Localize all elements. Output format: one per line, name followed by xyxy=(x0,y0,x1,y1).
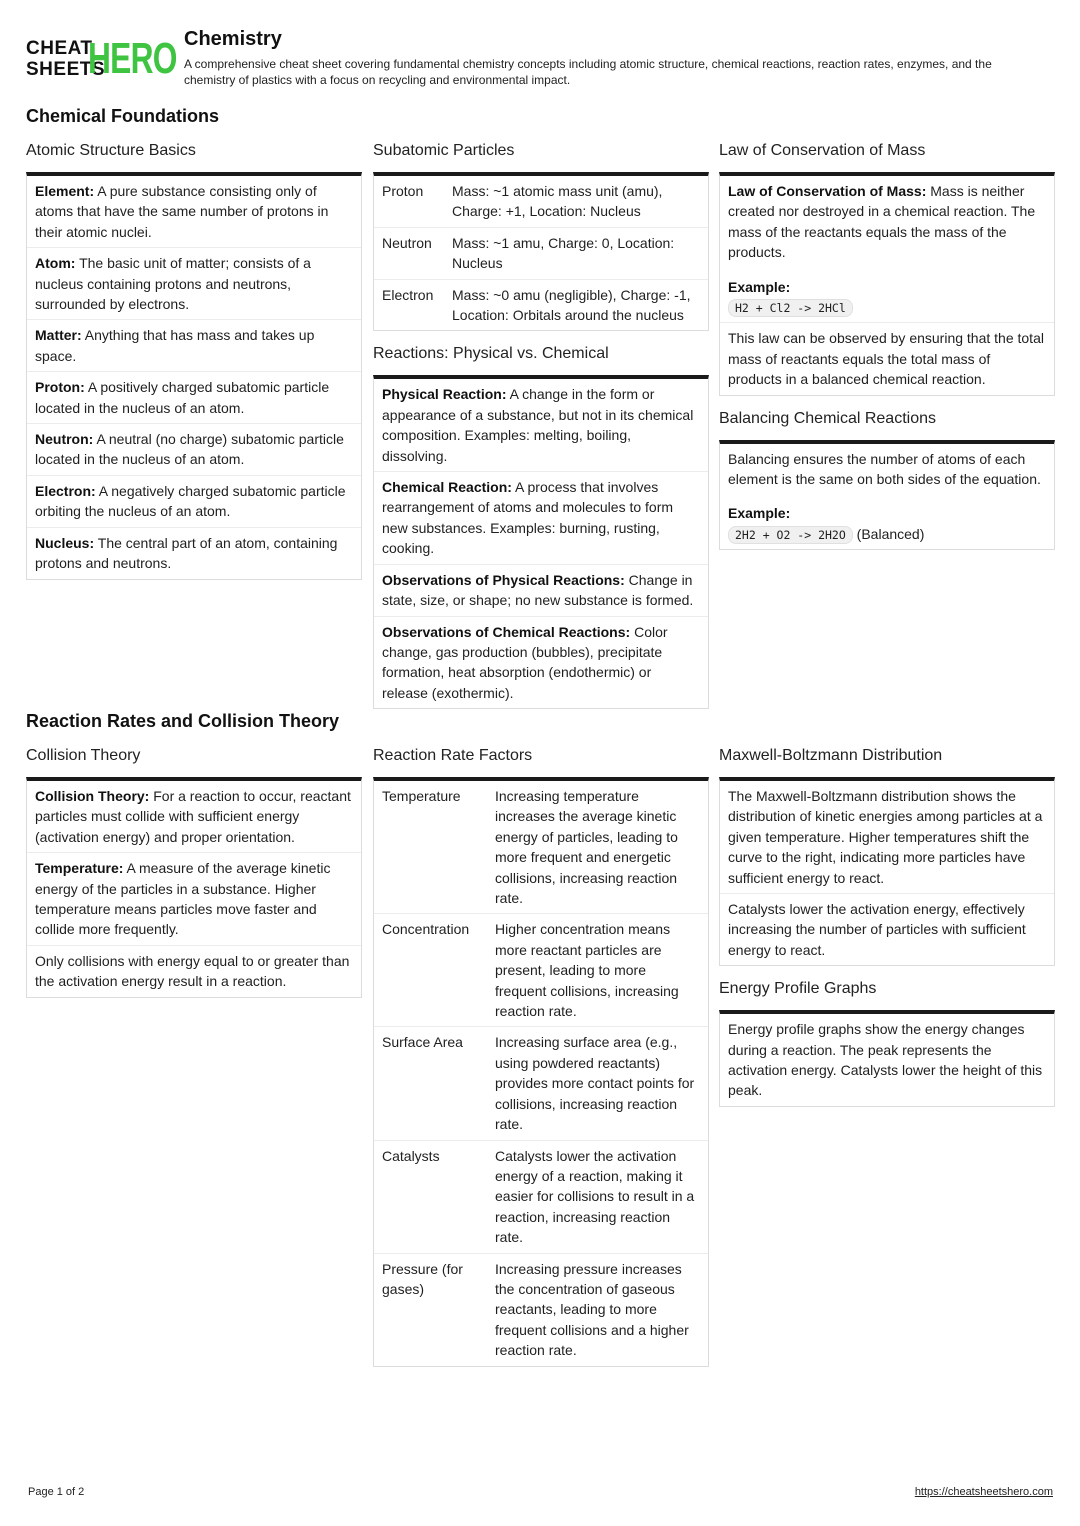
card-title: Law of Conservation of Mass xyxy=(719,142,926,159)
page-number: Page 1 of 2 xyxy=(28,1486,85,1498)
list-item: The Maxwell-Boltzmann distribution shows the distribution of kinetic energies among particles at a given temperature. Higher temperatures shift the curve to the right, indicating more particles have sufficient energy to react. xyxy=(720,781,1054,894)
list-item: Matter: Anything that has mass and takes up space. xyxy=(27,320,361,372)
section-title-rates: Reaction Rates and Collision Theory xyxy=(26,711,340,731)
list-item: Temperature: A measure of the average kinetic energy of the particles in a substance. Higher temperature means particles move faster and collide more frequently. xyxy=(27,853,361,946)
example-label: Example: xyxy=(728,505,791,522)
list-item: Only collisions with energy equal to or greater than the activation energy result in a reaction. xyxy=(35,952,350,990)
card-title: Subatomic Particles xyxy=(373,142,515,159)
list-item: Nucleus: The central part of an atom, containing protons and neutrons. xyxy=(35,534,338,572)
card-maxwell-boltzmann xyxy=(719,747,1055,966)
card-rate-factors xyxy=(373,747,709,1367)
card-title: Balancing Chemical Reactions xyxy=(719,409,936,427)
site-link[interactable]: https://cheatsheetshero.com xyxy=(914,1486,1053,1498)
card-body xyxy=(719,777,1055,966)
table-row: Temperature Increasing temperature increases the average kinetic energy of particles, leading to more frequent and energetic collisions, increasing reaction rate. xyxy=(374,781,708,914)
card-title: Collision Theory xyxy=(26,747,141,764)
card-body xyxy=(26,172,362,580)
card-body xyxy=(373,777,709,1367)
card-conservation-of-mass xyxy=(719,142,1055,396)
column-middle-foundations xyxy=(373,142,709,709)
list-item: Neutron: A neutral (no charge) subatomic particle located in the nucleus of an atom. xyxy=(27,424,361,476)
card-body xyxy=(26,777,362,998)
table-row: Catalysts Catalysts lower the activation energy of a reaction, making it easier for collisions to result in a reaction, increasing reaction rate. xyxy=(374,1141,708,1254)
card-body xyxy=(719,440,1055,551)
table-row: Proton Mass: ~1 atomic mass unit (amu), Charge: +1, Location: Nucleus xyxy=(374,176,708,228)
table-row: Electron Mass: ~0 amu (negligible), Charge: -1, Location: Orbitals around the nucleus xyxy=(382,286,691,324)
example-label: Example: xyxy=(728,278,791,295)
cheatsheetshero-logo[interactable] xyxy=(26,34,177,83)
card-body xyxy=(719,1010,1055,1107)
card-title: Energy Profile Graphs xyxy=(719,980,877,998)
page-description: A comprehensive cheat sheet covering fundamental chemistry concepts including atomic structure, chemical reactions, reaction rates, enzymes, and the chemistry of plastics with a focus on recycling and environmental impact. xyxy=(184,57,992,87)
list-item: Catalysts lower the activation energy, effectively increasing the number of particles with sufficient energy to react. xyxy=(728,901,1026,958)
table-row: Concentration Higher concentration means more reactant particles are present, leading to more frequent collisions, increasing reaction rate. xyxy=(374,914,708,1027)
list-item: Collision Theory: For a reaction to occur, reactant particles must collide with sufficient energy (activation energy) and proper orientation. xyxy=(27,781,361,853)
list-item: Energy profile graphs show the energy changes during a reaction. The peak represents the activation energy. Catalysts lower the height of this peak. xyxy=(728,1021,1043,1099)
card-atomic-structure xyxy=(26,142,362,580)
card-title: Maxwell-Boltzmann Distribution xyxy=(719,747,943,764)
column-right-rates xyxy=(719,747,1055,1107)
logo-hero-text: HERO xyxy=(88,34,177,83)
card-reactions xyxy=(373,345,709,709)
card-energy-profile xyxy=(719,980,1055,1107)
list-item: Physical Reaction: A change in the form or appearance of a substance, but not in its chemical composition. Examples: melting, boiling, dissolving. xyxy=(374,379,708,472)
card-title: Reactions: Physical vs. Chemical xyxy=(373,345,609,363)
code-snippet: 2H2 + O2 -> 2H2O xyxy=(728,526,853,544)
page-header xyxy=(26,28,1056,92)
list-item: Element: A pure substance consisting only of atoms that have the same number of protons in their atomic nuclei. xyxy=(27,176,361,248)
card-body xyxy=(373,375,709,709)
list-item: Proton: A positively charged subatomic particle located in the nucleus of an atom. xyxy=(27,372,361,424)
card-body xyxy=(719,172,1055,396)
table-row: Surface Area Increasing surface area (e.g., using powdered reactants) provides more contact points for collisions, increasing reaction rate. xyxy=(374,1027,708,1140)
list-item: Electron: A negatively charged subatomic particle orbiting the nucleus of an atom. xyxy=(27,476,361,528)
card-title: Atomic Structure Basics xyxy=(26,142,196,159)
page-title: Chemistry xyxy=(184,28,282,50)
list-item: Atom: The basic unit of matter; consists of a nucleus containing protons and neutrons, surrounded by electrons. xyxy=(27,248,361,320)
card-subatomic-particles xyxy=(373,142,709,331)
list-item: Observations of Physical Reactions: Change in state, size, or shape; no new substance is formed. xyxy=(374,565,708,617)
section-title-foundations: Chemical Foundations xyxy=(26,106,220,126)
list-item: Observations of Chemical Reactions: Color change, gas production (bubbles), precipitate formation, heat absorption (endothermic) or release (exothermic). xyxy=(382,623,668,701)
logo-text: CHEAT SHEETS xyxy=(26,38,106,80)
list-item: Balancing ensures the number of atoms of each element is the same on both sides of the equation. Example: 2H2 + O2 -> 2H2O (Balanced) xyxy=(720,444,1054,550)
list-item: Chemical Reaction: A process that involves rearrangement of atoms and molecules to form new substances. Examples: burning, rusting, cooking. xyxy=(374,472,708,565)
table-row: Pressure (for gases) Increasing pressure increases the concentration of gaseous reactants, leading to more frequent collisions and a higher reaction rate. xyxy=(382,1260,689,1359)
card-body xyxy=(373,172,709,331)
list-item: Law of Conservation of Mass: Mass is neither created nor destroyed in a chemical reaction. The mass of the reactants equals the mass of the products. Example: H2 + Cl2 -> 2HCl xyxy=(720,176,1054,323)
code-snippet: H2 + Cl2 -> 2HCl xyxy=(728,299,853,317)
card-balancing xyxy=(719,410,1055,551)
card-collision-theory xyxy=(26,747,362,998)
table-row: Neutron Mass: ~1 amu, Charge: 0, Location: Nucleus xyxy=(374,228,708,280)
card-title: Reaction Rate Factors xyxy=(373,747,533,764)
list-item: This law can be observed by ensuring that the total mass of reactants equals the total mass of products in a balanced chemical reaction. xyxy=(728,330,1044,388)
column-right-foundations xyxy=(719,142,1055,550)
